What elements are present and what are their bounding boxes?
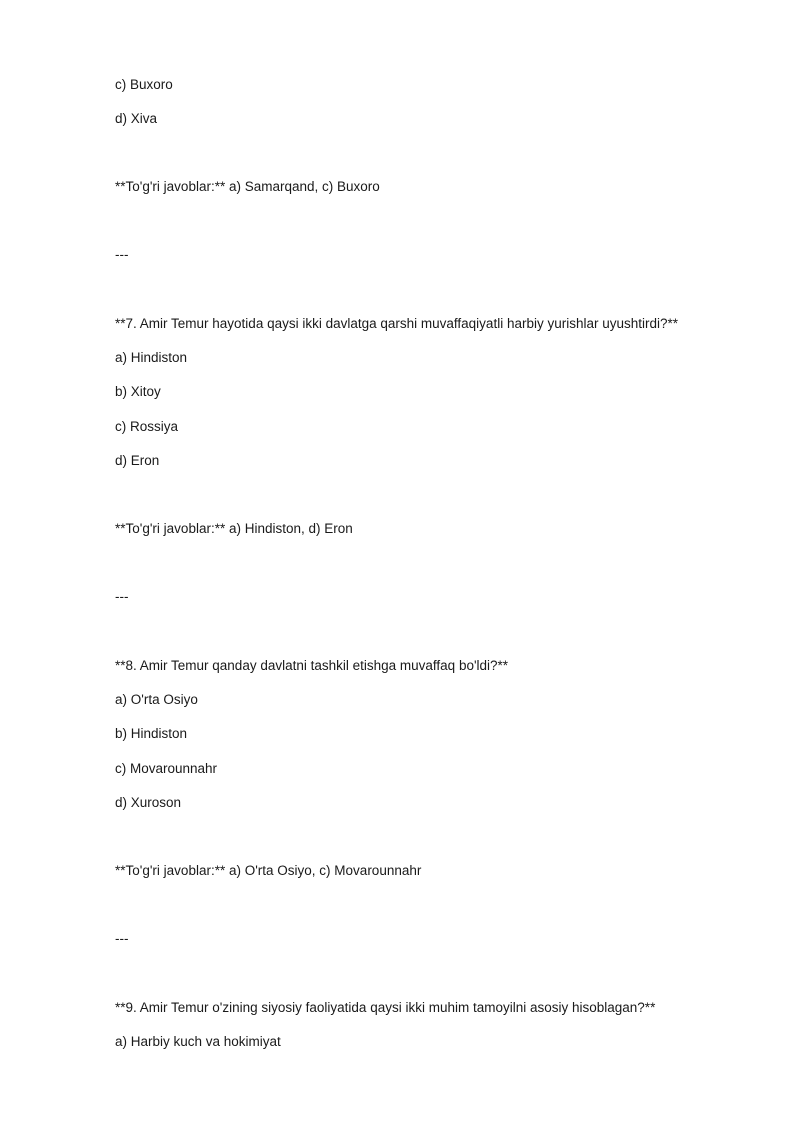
answer-q6: **To'g'ri javoblar:** a) Samarqand, c) Buxoro [115,179,380,194]
option-c-q7: c) Rossiya [115,419,179,434]
answer-q8: **To'g'ri javoblar:** a) O'rta Osiyo, c) Movarounnahr [115,863,422,878]
option-a-q8: a) O'rta Osiyo [115,692,198,707]
option-d-q6: d) Xiva [115,111,158,126]
question-9: **9. Amir Temur o'zining siyosiy faoliyatida qaysi ikki muhim tamoyilni asosiy hisoblagan?** [115,1000,656,1015]
separator: --- [115,931,129,946]
option-c-q8: c) Movarounnahr [115,761,218,776]
option-a-q9: a) Harbiy kuch va hokimiyat [115,1034,281,1049]
option-b-q7: b) Xitoy [115,384,161,399]
separator: --- [115,589,129,604]
option-d-q8: d) Xuroson [115,795,182,810]
separator: --- [115,247,129,262]
answer-q7: **To'g'ri javoblar:** a) Hindiston, d) Eron [115,521,353,536]
option-c-q6: c) Buxoro [115,77,173,92]
option-a-q7: a) Hindiston [115,350,188,365]
question-7: **7. Amir Temur hayotida qaysi ikki davlatga qarshi muvaffaqiyatli harbiy yurishlar uyushtirdi?** [115,316,679,331]
question-8: **8. Amir Temur qanday davlatni tashkil etishga muvaffaq bo'ldi?** [115,658,509,673]
option-b-q8: b) Hindiston [115,726,188,741]
option-d-q7: d) Eron [115,453,160,468]
